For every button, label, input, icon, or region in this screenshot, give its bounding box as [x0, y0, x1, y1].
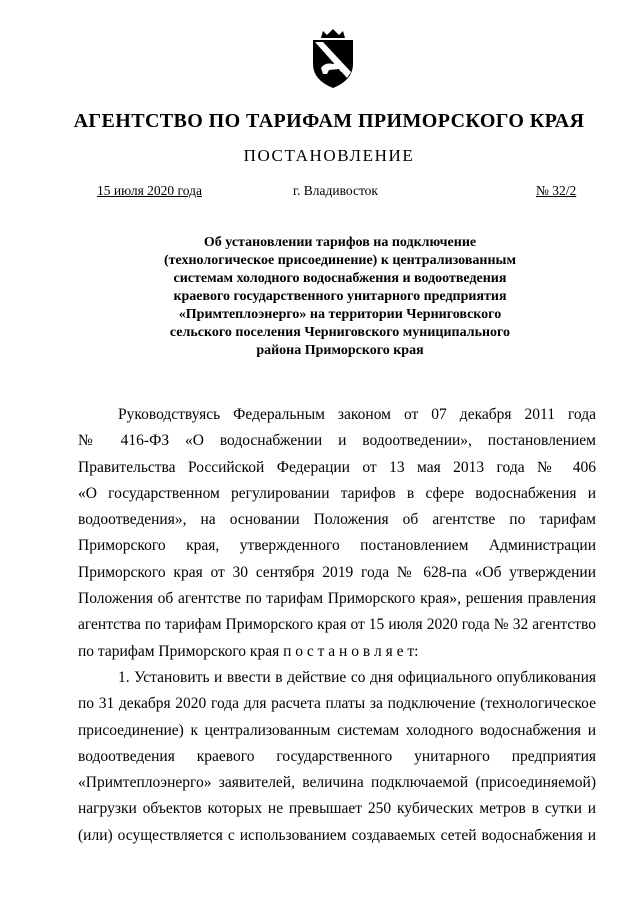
- body-line: агентства по тарифам Приморского края от 15 июля 2020 года № 32 агентство: [78, 616, 596, 634]
- agency-name: АГЕНТСТВО ПО ТАРИФАМ ПРИМОРСКОГО КРАЯ: [73, 110, 585, 132]
- title-line: системам холодного водоснабжения и водоотведения: [173, 271, 507, 286]
- title-line: сельского поселения Черниговского муниципального: [169, 325, 511, 340]
- body-line: водоотведения краевого государственного унитарного предприятия: [78, 747, 596, 765]
- body-line: по тарифам Приморского края п о с т а н о в л я е т:: [78, 642, 419, 660]
- document-city: г. Владивосток: [293, 183, 378, 198]
- body-line: присоединение) к централизованным системам холодного водоснабжения и: [78, 721, 596, 739]
- body-line: Руководствуясь Федеральным законом от 07 декабря 2011 года: [118, 406, 596, 423]
- body-line: по 31 декабря 2020 года для расчета платы за подключение (технологическое: [78, 695, 596, 713]
- title-line: Об установлении тарифов на подключение: [203, 235, 477, 250]
- title-line: (технологическое присоединение) к централизованным: [164, 253, 516, 268]
- document-date: 15 июля 2020 года: [97, 183, 202, 198]
- body-line: (или) осуществляется с использованием создаваемых сетей водоснабжения и: [78, 826, 596, 844]
- body-line: «О государственном регулировании тарифов в сфере водоснабжения и: [78, 484, 596, 502]
- document-number: № 32/2: [536, 183, 577, 198]
- body-line: Правительства Российской Федерации от 13 мая 2013 года № 406: [78, 458, 596, 476]
- body-line: Приморского края, утвержденного постановлением Администрации: [78, 537, 596, 555]
- body-line: 1. Установить и ввести в действие со дня официального опубликования: [118, 668, 596, 686]
- title-line: краевого государственного унитарного предприятия: [173, 289, 507, 304]
- title-line: района Приморского края: [256, 343, 424, 358]
- document-body: [78, 402, 596, 849]
- body-line: «Примтеплоэнерго» заявителей, величина подключаемой (присоединяемой): [78, 774, 596, 792]
- document-type: ПОСТАНОВЛЕНИЕ: [243, 146, 415, 165]
- document-title: [140, 234, 540, 360]
- title-line: «Примтеплоэнерго» на территории Черниговского: [178, 307, 502, 322]
- body-line: № 416-ФЗ «О водоснабжении и водоотведении», постановлением: [78, 432, 596, 450]
- body-line: Приморского края от 30 сентября 2019 года № 628-па «Об утверждении: [78, 563, 596, 581]
- body-line: Положения об агентстве по тарифам Приморского края», решения правления: [78, 590, 596, 608]
- coat-of-arms-icon: [305, 28, 361, 90]
- body-line: водоотведения», на основании Положения об агентстве по тарифам: [78, 511, 596, 529]
- body-line: нагрузки объектов которых не превышает 250 кубических метров в сутки и: [78, 800, 596, 818]
